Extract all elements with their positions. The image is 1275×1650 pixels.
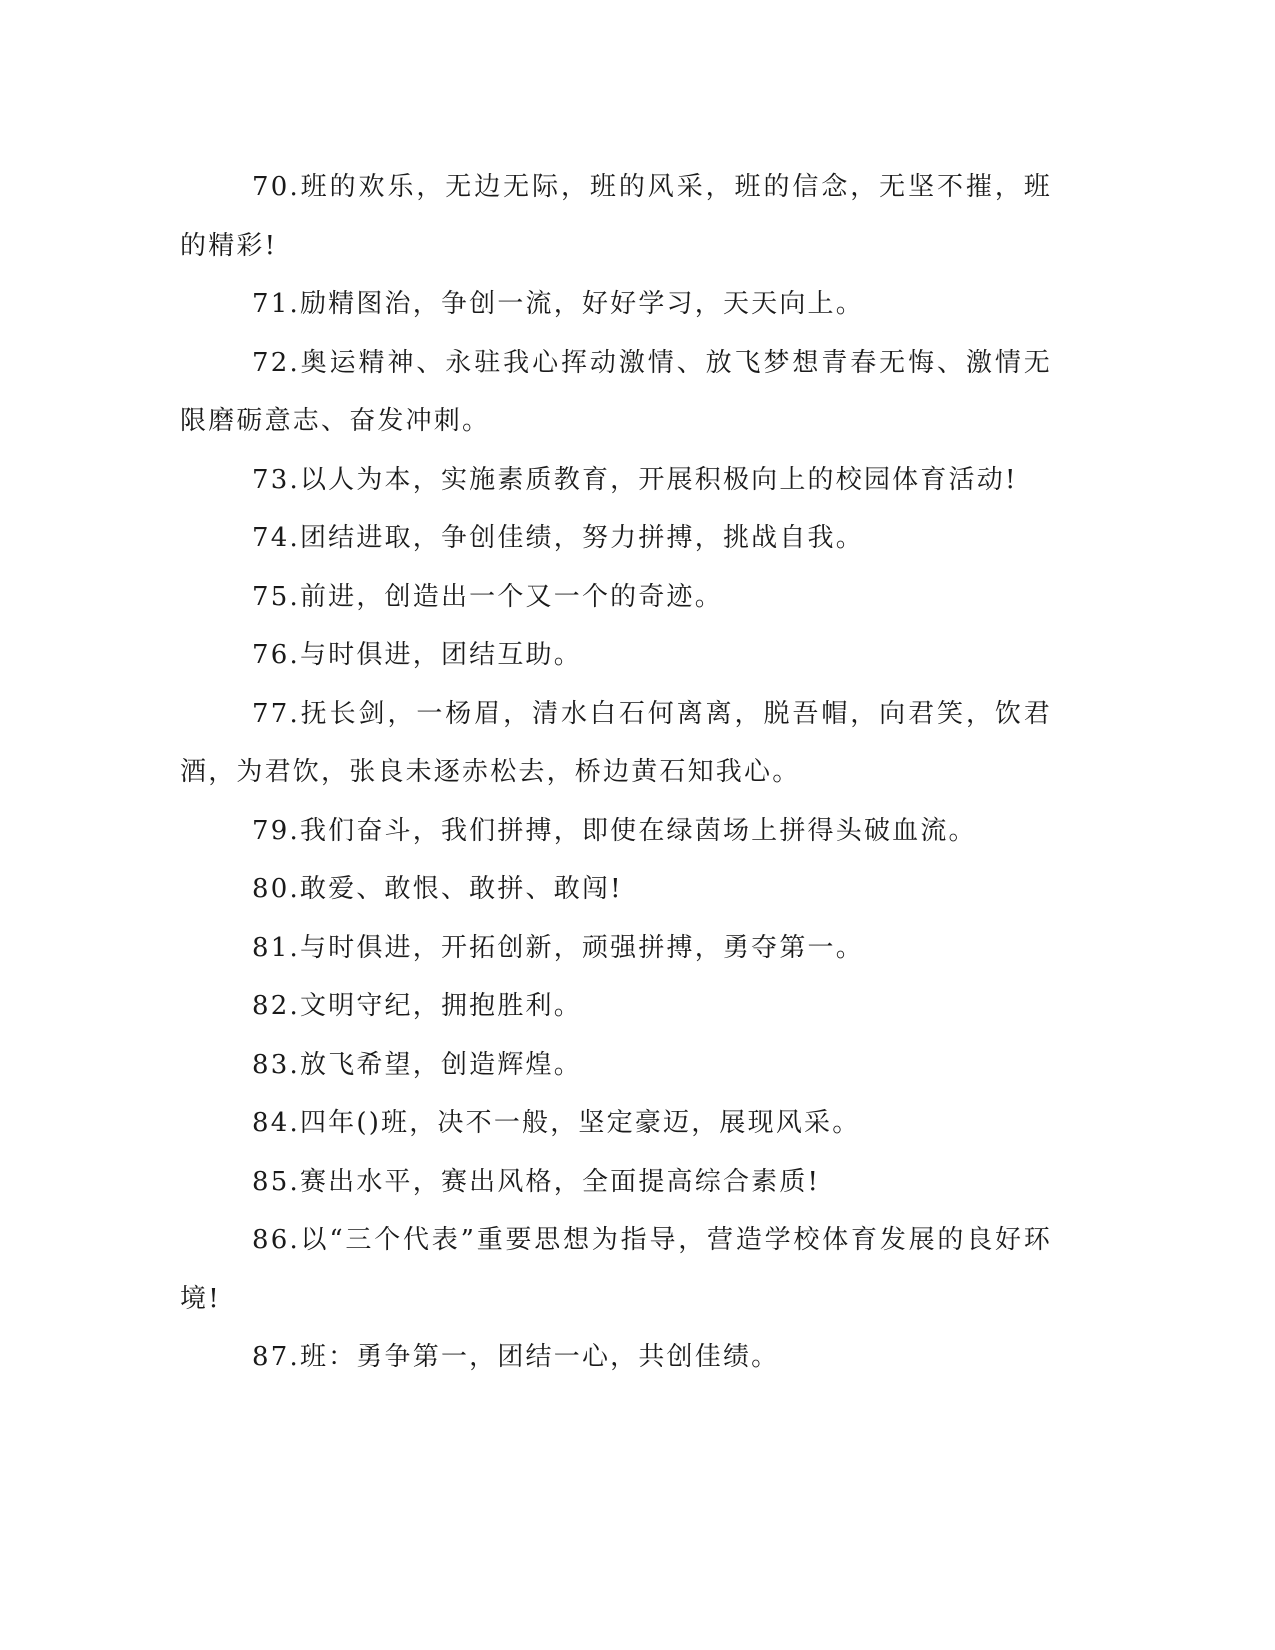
slogan-paragraph-86: 86.以“三个代表”重要思想为指导，营造学校体育发展的良好环境!: [180, 1225, 1052, 1314]
slogan-paragraph-72: 72.奥运精神、永驻我心挥动激情、放飞梦想青春无悔、激情无限磨砺意志、奋发冲刺。: [180, 347, 1052, 436]
slogan-paragraph-76: 76.与时俱进，团结互助。: [252, 640, 582, 670]
slogan-paragraph-71: 71.励精图治，争创一流，好好学习，天天向上。: [252, 289, 864, 319]
slogan-paragraph-73: 73.以人为本，实施素质教育，开展积极向上的校园体育活动!: [252, 464, 1018, 495]
slogan-paragraph-70: 70.班的欢乐，无边无际，班的风采，班的信念，无坚不摧，班的精彩!: [180, 172, 1052, 261]
slogan-paragraph-74: 74.团结进取，争创佳绩，努力拼搏，挑战自我。: [252, 523, 864, 553]
slogan-paragraph-80: 80.敢爱、敢恨、敢拼、敢闯!: [252, 874, 623, 904]
slogan-paragraph-87: 87.班：勇争第一，团结一心，共创佳绩。: [252, 1342, 780, 1372]
slogan-paragraph-79: 79.我们奋斗，我们拼搏，即使在绿茵场上拼得头破血流。: [252, 815, 977, 846]
slogan-list: [180, 158, 1052, 1387]
slogan-paragraph-77: 77.抚长剑，一杨眉，清水白石何离离，脱吾帽，向君笑，饮君酒，为君饮，张良未逐赤松去，桥边黄石知我心。: [180, 698, 1052, 787]
slogan-paragraph-84: 84.四年()班，决不一般，坚定豪迈，展现风采。: [252, 1108, 861, 1138]
slogan-paragraph-82: 82.文明守纪，拥抱胜利。: [252, 991, 582, 1021]
slogan-paragraph-75: 75.前进，创造出一个又一个的奇迹。: [252, 581, 723, 612]
slogan-paragraph-81: 81.与时俱进，开拓创新，顽强拼搏，勇夺第一。: [252, 932, 864, 963]
slogan-paragraph-85: 85.赛出水平，赛出风格，全面提高综合素质!: [252, 1166, 821, 1197]
slogan-paragraph-83: 83.放飞希望，创造辉煌。: [252, 1049, 582, 1080]
